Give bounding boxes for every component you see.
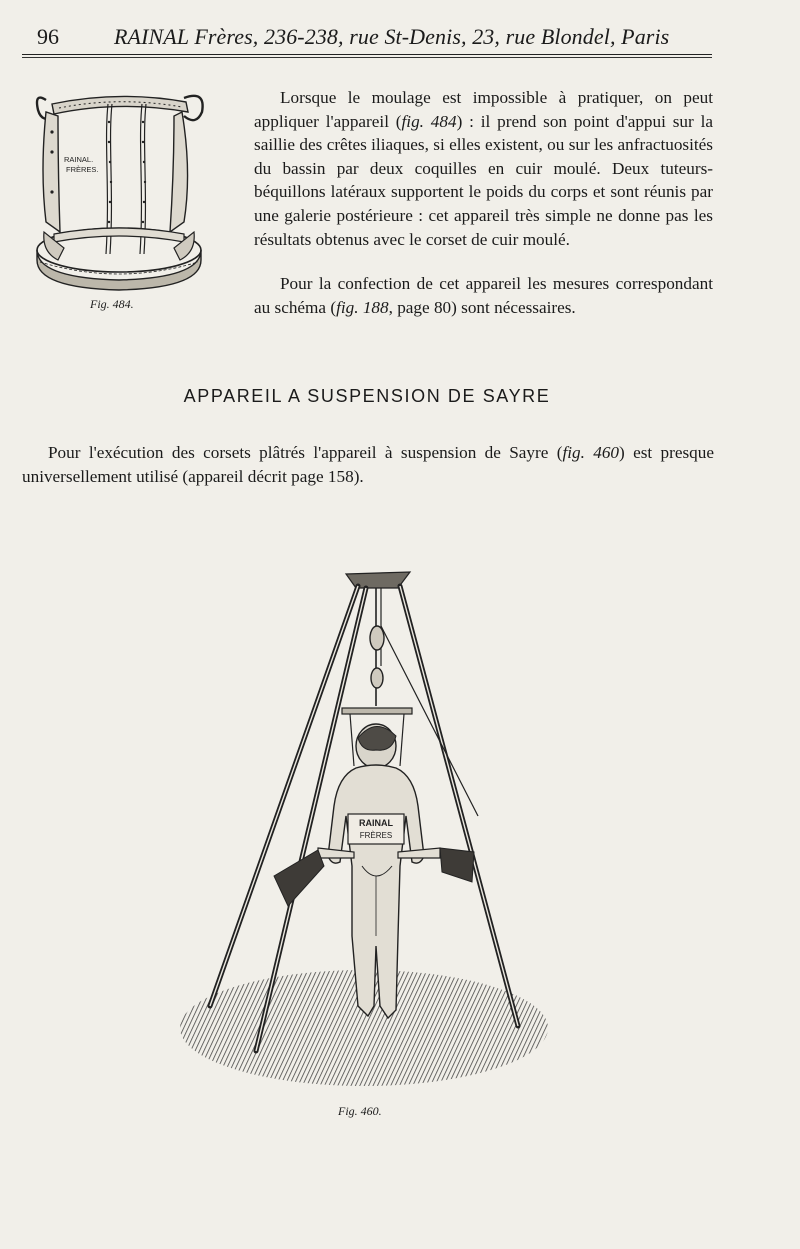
paragraph-1-text-a: Lorsque le moulage est impossible à pratiquer, on peut appliquer l'appareil ( (254, 88, 713, 131)
section-title: APPAREIL A SUSPENSION DE SAYRE (183, 386, 551, 406)
figure-484-label-line2: FRÈRES. (66, 165, 99, 174)
figure-484-caption: Fig. 484. (90, 297, 134, 311)
figure-460-belt-line1: RAINAL (359, 818, 393, 828)
figure-460-caption: Fig. 460. (338, 1104, 382, 1118)
paragraph-2-figure-ref: fig. 188 (336, 297, 389, 317)
paragraph-3-figure-ref: fig. 460 (562, 443, 620, 462)
paragraph-1 (254, 86, 713, 251)
figure-484-illustration (24, 82, 214, 292)
paragraph-2-text-a: Pour la confection de cet appareil les mesures correspondant au schéma ( (254, 274, 713, 317)
paragraph-3 (22, 441, 714, 488)
paragraph-2-text-b: , page 80) sont nécessaires. (388, 297, 576, 317)
page-number: 96 (37, 24, 59, 49)
paragraph-3-text-a: Pour l'exécution des corsets plâtrés l'appareil à suspension de Sayre ( (48, 443, 563, 462)
paragraph-3-text-b: ) est presque universellement utilisé (appareil décrit page 158). (22, 443, 714, 486)
figure-460-illustration (178, 566, 558, 1096)
paragraph-1-figure-ref: fig. 484 (401, 111, 457, 131)
figure-460-belt-line2: FRÈRES (359, 831, 393, 840)
paragraph-2 (254, 272, 713, 319)
figure-484-label-line1: RAINAL. (64, 155, 94, 164)
header-rule (22, 54, 712, 58)
paragraph-1-text-b: ) : il prend son point d'appui sur la saillie des crêtes iliaques, si elles existent, ou sur les anfractuosités du bassin par deux coquilles en cuir moulé. Deux tuteurs-béquillons latéraux supportent le poids du corps et sont réunis par une galerie postérieure : cet appareil très simple ne donne pas les résultats obtenus avec le corset de cuir moulé. (254, 111, 713, 249)
running-head: RAINAL Frères, 236-238, rue St-Denis, 23, rue Blondel, Paris (114, 24, 670, 49)
